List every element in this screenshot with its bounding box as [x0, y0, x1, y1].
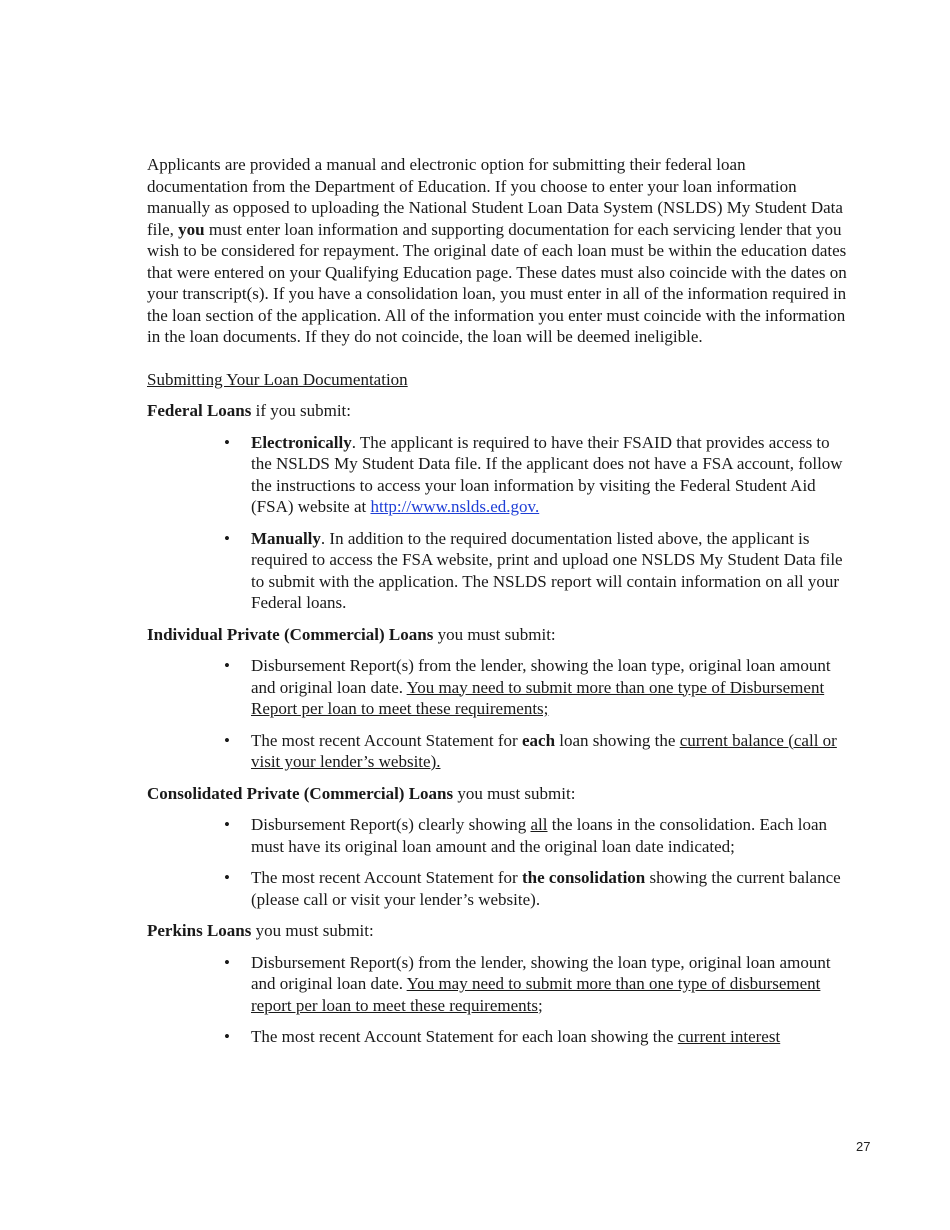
list-item — [251, 952, 847, 1017]
item-bold: each — [521, 730, 556, 750]
perkins-loans-heading — [147, 920, 847, 942]
item-underline: You may need to submit more than one type of Disbursement Report per loan to meet these requirements; — [251, 677, 825, 718]
individual-loans-title: Individual Private (Commercial) Loans — [147, 624, 434, 644]
intro-text-2: must enter loan information and supporting documentation for each servicing lender that you wish to be considered for repayment. The original date of each loan must be within the education dates that were entered on your Qualifying Education page. These dates must also coincide with the dates on your transcript(s). If you have a consolidation loan, you must enter in all of the information required in the loan section of the application. All of the information you enter must coincide with the information in the loan documents. If they do not coincide, the loan will be deemed ineligible. — [147, 219, 847, 346]
consolidated-loans-list — [147, 814, 847, 910]
item-bold: the consolidation — [521, 868, 646, 887]
federal-loans-list — [147, 432, 847, 614]
nslds-link[interactable]: http://www.nslds.ed.gov. — [370, 497, 540, 516]
perkins-loans-title: Perkins Loans — [147, 921, 252, 940]
item-text: Disbursement Report(s) from the lender, showing the loan type, original loan amount and original loan date. — [251, 952, 831, 993]
item-underline: current balance (call or visit your lender’s website). — [251, 730, 837, 771]
list-item — [251, 730, 847, 773]
document-page — [147, 154, 847, 1058]
manual-label: Manually — [251, 528, 321, 548]
item-text: Disbursement Report(s) clearly showing — [251, 815, 531, 834]
list-item — [251, 814, 847, 857]
intro-paragraph — [147, 154, 847, 348]
individual-loans-list — [147, 655, 847, 773]
item-underline: all — [530, 815, 548, 834]
perkins-loans-list — [147, 952, 847, 1048]
item-underline: You may need to submit more than one type of disbursement report per loan to meet these requirements; — [251, 974, 821, 1015]
list-item — [251, 432, 847, 518]
federal-loans-title: Federal Loans — [147, 401, 252, 420]
list-item — [251, 867, 847, 910]
item-text: Disbursement Report(s) from the lender, showing the loan type, original loan amount and original loan date. — [251, 656, 831, 697]
perkins-loans-suffix: you must submit: — [251, 921, 374, 940]
individual-loans-heading — [147, 624, 847, 646]
intro-text-1: Applicants are provided a manual and electronic option for submitting their federal loan documentation from the Department of Education. If you choose to enter your loan information manually as opposed to uploading the National Student Loan Data System (NSLDS) My Student Data file, — [147, 155, 843, 239]
item-text: the loans in the consolidation. Each loan must have its original loan amount and the original loan date indicated; — [251, 815, 827, 856]
federal-loans-suffix: if you submit: — [251, 401, 352, 420]
list-item — [251, 528, 847, 614]
list-item — [251, 655, 847, 720]
federal-loans-heading — [147, 400, 847, 422]
item-text: showing the current balance (please call or visit your lender’s website). — [251, 868, 841, 909]
page-number: 27 — [856, 1139, 871, 1154]
consolidated-loans-suffix: you must submit: — [453, 783, 576, 803]
section-heading: Submitting Your Loan Documentation — [147, 369, 408, 389]
intro-emphasis: you — [178, 219, 205, 239]
item-text: loan showing the — [555, 730, 680, 750]
electronic-text: . The applicant is required to have their FSAID that provides access to the NSLDS My Student Data file. If the applicant does not have a FSA account, follow the instructions to access your loan information by visiting the Federal Student Aid (FSA) website at — [251, 432, 843, 516]
consolidated-loans-title: Consolidated Private (Commercial) Loans — [147, 783, 454, 803]
item-text: The most recent Account Statement for — [251, 868, 522, 887]
electronic-label: Electronically — [251, 432, 352, 452]
manual-text: . In addition to the required documentation listed above, the applicant is required to access the FSA website, print and upload one NSLDS My Student Data file to submit with the application. The NSLDS report will contain information on all your Federal loans. — [251, 528, 843, 612]
item-text: The most recent Account Statement for each loan showing the — [251, 1027, 678, 1046]
consolidated-loans-heading — [147, 783, 847, 805]
item-underline: current interest — [677, 1027, 781, 1046]
list-item — [251, 1026, 847, 1048]
item-text: The most recent Account Statement for — [251, 730, 522, 750]
individual-loans-suffix: you must submit: — [433, 624, 556, 644]
